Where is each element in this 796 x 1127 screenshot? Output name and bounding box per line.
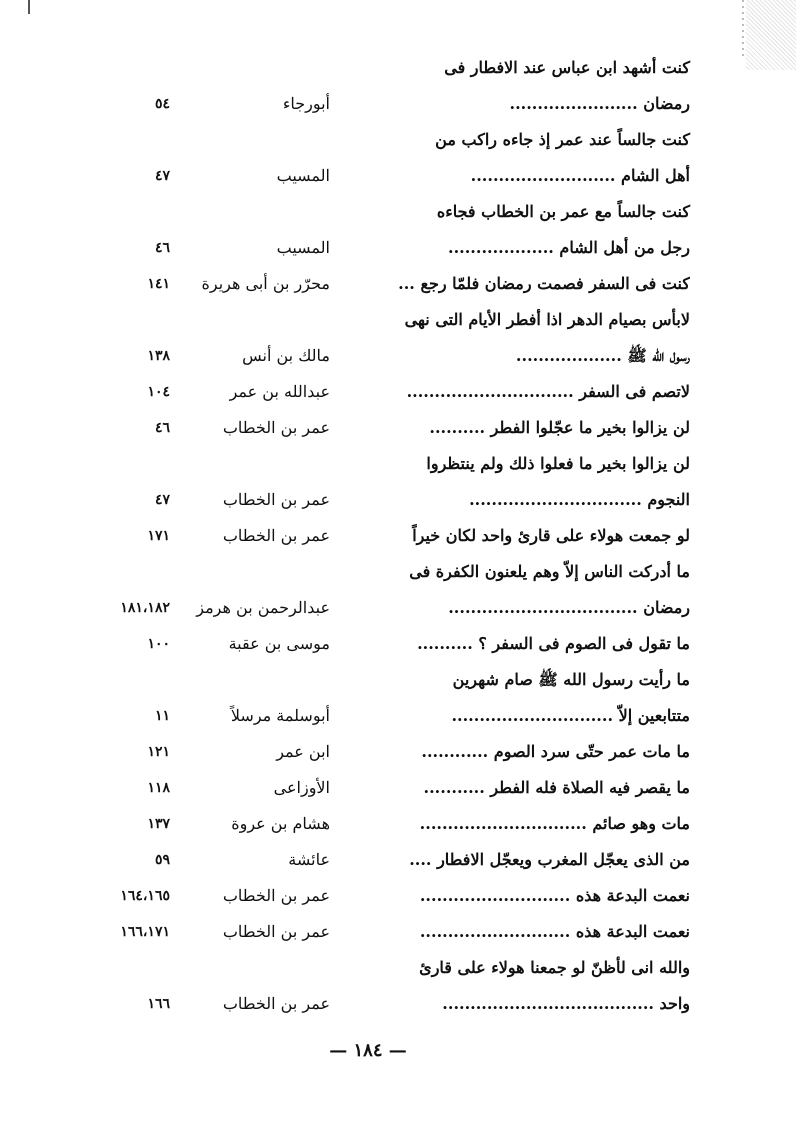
hadith-title: لو جمعت هولاء على قارئ واحد لكان خيراً bbox=[412, 526, 690, 545]
page-reference: ٤٦ bbox=[154, 420, 170, 436]
index-entries bbox=[90, 50, 690, 1030]
index-line bbox=[90, 158, 690, 194]
hadith-title: رسول الله ﷺ ................... bbox=[515, 346, 690, 365]
page-reference: ١٣٧ bbox=[147, 816, 170, 832]
page-reference: ٥٤ bbox=[154, 96, 170, 112]
hadith-title: كنت أشهد ابن عباس عند الافطار فى bbox=[444, 58, 690, 77]
page-reference: ١٨١،١٨٢ bbox=[120, 600, 170, 616]
index-line bbox=[90, 806, 690, 842]
narrator: المسيب bbox=[276, 166, 330, 185]
page-reference: ١٠٠ bbox=[147, 636, 170, 652]
page-number: — ١٨٤ — bbox=[329, 1040, 407, 1061]
hadith-title: والله انى لأظنّ لو جمعنا هولاء على قارئ bbox=[419, 958, 690, 977]
index-line bbox=[90, 86, 690, 122]
page-reference: ١٧١ bbox=[147, 528, 170, 544]
index-line bbox=[90, 554, 690, 590]
index-line bbox=[90, 914, 690, 950]
hadith-title: كنت فى السفر فصمت رمضان فلمّا رجع ... bbox=[398, 274, 690, 293]
hadith-title: واحد ...................................... bbox=[442, 994, 690, 1013]
index-line bbox=[90, 626, 690, 662]
narrator: عمر بن الخطاب bbox=[222, 526, 330, 545]
index-line bbox=[90, 518, 690, 554]
narrator: عائشة bbox=[288, 850, 330, 869]
page-reference: ١٤١ bbox=[147, 276, 170, 292]
page-reference: ١٦٦،١٧١ bbox=[120, 924, 170, 940]
index-line bbox=[90, 842, 690, 878]
index-line bbox=[90, 302, 690, 338]
index-line bbox=[90, 770, 690, 806]
hadith-title: لابأس بصيام الدهر اذا أفطر الأيام التى نهى bbox=[404, 310, 690, 329]
index-line bbox=[90, 266, 690, 302]
page-reference: ١١٨ bbox=[147, 780, 170, 796]
hadith-title: ما رأيت رسول الله ﷺ صام شهرين bbox=[452, 670, 690, 689]
index-line bbox=[90, 50, 690, 86]
narrator: عبدالرحمن بن هرمز bbox=[196, 598, 330, 617]
hadith-title: رمضان .................................. bbox=[448, 598, 690, 617]
narrator: موسى بن عقبة bbox=[228, 634, 330, 653]
hadith-title: ما يقصر فيه الصلاة فله الفطر ........... bbox=[423, 778, 690, 797]
hadith-title: ما أدركت الناس إلاّ وهم يلعنون الكفرة فى bbox=[409, 562, 690, 581]
page-reference: ١٢١ bbox=[147, 744, 170, 760]
index-line bbox=[90, 662, 690, 698]
hadith-title: النجوم ............................... bbox=[469, 490, 690, 509]
page-reference: ١٦٦ bbox=[147, 996, 170, 1012]
index-line bbox=[90, 122, 690, 158]
index-line bbox=[90, 338, 690, 374]
narrator: هشام بن عروة bbox=[231, 814, 330, 833]
hadith-title: ما تقول فى الصوم فى السفر ؟ .......... bbox=[417, 634, 690, 653]
hadith-title: رمضان ....................... bbox=[509, 94, 690, 113]
index-line bbox=[90, 482, 690, 518]
narrator: عمر بن الخطاب bbox=[222, 922, 330, 941]
index-line bbox=[90, 410, 690, 446]
index-line bbox=[90, 698, 690, 734]
narrator: أبورجاء bbox=[282, 94, 330, 113]
narrator: عمر بن الخطاب bbox=[222, 994, 330, 1013]
hadith-title: لن يزالوا بخير ما عجّلوا الفطر .......... bbox=[429, 418, 690, 437]
hadith-title: أهل الشام .......................... bbox=[470, 166, 690, 185]
page-reference: ٤٧ bbox=[154, 492, 170, 508]
narrator: محرّر بن أبى هريرة bbox=[201, 274, 330, 293]
index-line bbox=[90, 950, 690, 986]
hadith-title: نعمت البدعة هذه ........................... bbox=[419, 886, 690, 905]
narrator: مالك بن أنس bbox=[242, 346, 330, 365]
hadith-title: نعمت البدعة هذه ........................... bbox=[419, 922, 690, 941]
index-line bbox=[90, 590, 690, 626]
hadith-title: رجل من أهل الشام ................... bbox=[448, 238, 690, 257]
index-line bbox=[90, 374, 690, 410]
narrator: عمر بن الخطاب bbox=[222, 418, 330, 437]
page-reference: ١٣٨ bbox=[147, 348, 170, 364]
hadith-title: لاتصم فى السفر .............................. bbox=[406, 382, 690, 401]
narrator: الأوزاعى bbox=[273, 778, 330, 797]
index-line bbox=[90, 878, 690, 914]
narrator: عمر بن الخطاب bbox=[222, 886, 330, 905]
narrator: عمر بن الخطاب bbox=[222, 490, 330, 509]
hadith-title: كنت جالساً مع عمر بن الخطاب فجاءه bbox=[436, 202, 690, 221]
scan-corner-noise bbox=[746, 0, 796, 70]
page-reference: ١٦٤،١٦٥ bbox=[120, 888, 170, 904]
index-line bbox=[90, 734, 690, 770]
hadith-title: متتابعين إلاّ ............................. bbox=[451, 706, 690, 725]
page-reference: ٥٩ bbox=[154, 852, 170, 868]
scan-edge-mark bbox=[28, 0, 30, 14]
index-line bbox=[90, 194, 690, 230]
narrator: عبدالله بن عمر bbox=[229, 382, 330, 401]
hadith-title: كنت جالساً عند عمر إذ جاءه راكب من bbox=[435, 130, 690, 149]
page-reference: ١٠٤ bbox=[147, 384, 170, 400]
scan-noise-dots bbox=[742, 0, 744, 60]
index-line bbox=[90, 986, 690, 1022]
page-reference: ٤٦ bbox=[154, 240, 170, 256]
narrator: ابن عمر bbox=[276, 742, 330, 761]
page-reference: ٤٧ bbox=[154, 168, 170, 184]
narrator: المسيب bbox=[276, 238, 330, 257]
hadith-title: مات وهو صائم .............................. bbox=[419, 814, 690, 833]
index-line bbox=[90, 230, 690, 266]
hadith-title: من الذى يعجّل المغرب ويعجّل الافطار .... bbox=[409, 850, 690, 869]
hadith-title: لن يزالوا بخير ما فعلوا ذلك ولم ينتظروا bbox=[426, 454, 690, 473]
page-reference: ١١ bbox=[154, 708, 170, 724]
index-line bbox=[90, 446, 690, 482]
hadith-title: ما مات عمر حتّى سرد الصوم ............ bbox=[421, 742, 690, 761]
narrator: أبوسلمة مرسلاً bbox=[230, 706, 330, 725]
